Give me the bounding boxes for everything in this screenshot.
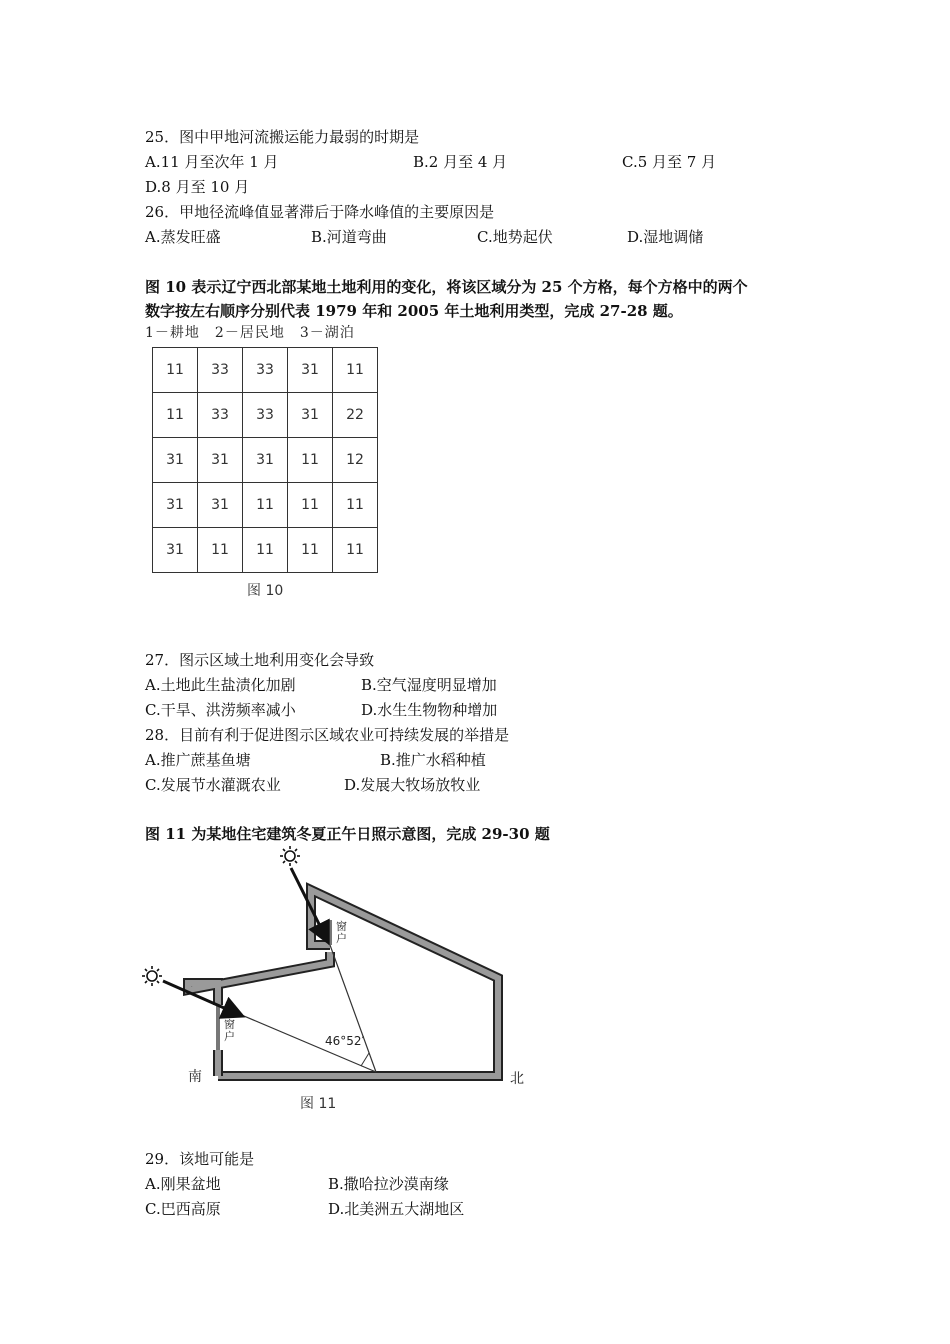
grid-cell: 31 <box>153 483 198 528</box>
q25-option-c: C.5 月至 7 月 <box>622 153 717 171</box>
q29-stem: 29．该地可能是 <box>145 1150 255 1168</box>
north-label: 北 <box>510 1071 524 1087</box>
summer-ray-line <box>330 945 376 1072</box>
grid-cell: 31 <box>198 483 243 528</box>
q29-option-d: D.北美洲五大湖地区 <box>328 1200 465 1218</box>
q25-option-a: A.11 月至次年 1 月 <box>145 153 279 171</box>
q25-stem: 25．图中甲地河流搬运能力最弱的时期是 <box>145 128 420 146</box>
q28-option-b: B.推广水稻种植 <box>380 751 486 769</box>
grid-cell: 11 <box>243 528 288 573</box>
grid-cell: 31 <box>153 438 198 483</box>
grid-cell: 31 <box>288 348 333 393</box>
grid-cell: 31 <box>198 438 243 483</box>
angle-arc <box>361 1053 369 1066</box>
q29-option-c: C.巴西高原 <box>145 1200 221 1218</box>
grid-cell: 33 <box>198 393 243 438</box>
q26-option-a: A.蒸发旺盛 <box>145 228 221 246</box>
q27-option-d: D.水生生物物种增加 <box>361 701 498 719</box>
q28-option-c: C.发展节水灌溉农业 <box>145 776 281 794</box>
grid-cell: 11 <box>288 528 333 573</box>
grid-cell: 11 <box>333 528 378 573</box>
q25-option-d: D.8 月至 10 月 <box>145 178 250 196</box>
grid-cell: 11 <box>288 438 333 483</box>
q26-stem: 26．甲地径流峰值显著滞后于降水峰值的主要原因是 <box>145 203 495 221</box>
grid-cell: 11 <box>333 348 378 393</box>
figure10-legend: 1－耕地 2－居民地 3－湖泊 <box>145 325 355 341</box>
angle-label: 46°52′ <box>325 1034 365 1048</box>
grid-cell: 33 <box>243 393 288 438</box>
figure10-caption: 图 10 <box>247 583 284 599</box>
q29-option-a: A.刚果盆地 <box>145 1175 221 1193</box>
grid-cell: 12 <box>333 438 378 483</box>
q26-option-d: D.湿地调储 <box>627 228 704 246</box>
figure10-intro-line2: 数字按左右顺序分别代表 1979 年和 2005 年土地利用类型，完成 27-28 题。 <box>145 302 683 320</box>
q27-option-b: B.空气湿度明显增加 <box>361 676 497 694</box>
figure10-intro-line1: 图 10 表示辽宁西北部某地土地利用的变化，将该区域分为 25 个方格，每个方格中的两个 <box>145 278 748 296</box>
building-wall <box>188 890 498 1076</box>
q27-stem: 27．图示区域土地利用变化会导致 <box>145 651 375 669</box>
grid-cell: 11 <box>153 348 198 393</box>
upper-window-label: 窗户 <box>336 920 347 945</box>
q28-stem: 28．目前有利于促进图示区域农业可持续发展的举措是 <box>145 726 510 744</box>
sun-icon <box>280 846 300 866</box>
sun-icon <box>142 966 162 986</box>
q29-option-b: B.撒哈拉沙漠南缘 <box>328 1175 449 1193</box>
q25-option-b: B.2 月至 4 月 <box>413 153 508 171</box>
grid-cell: 11 <box>288 483 333 528</box>
grid-cell: 11 <box>243 483 288 528</box>
lower-window-label: 窗户 <box>224 1018 235 1043</box>
grid-cell: 31 <box>288 393 333 438</box>
grid-cell: 11 <box>198 528 243 573</box>
q28-option-d: D.发展大牧场放牧业 <box>344 776 481 794</box>
q27-option-c: C.干旱、洪涝频率减小 <box>145 701 296 719</box>
figure11-intro: 图 11 为某地住宅建筑冬夏正午日照示意图，完成 29-30 题 <box>145 825 550 843</box>
q26-option-c: C.地势起伏 <box>477 228 553 246</box>
figure11-caption: 图 11 <box>300 1096 337 1112</box>
grid-cell: 31 <box>153 528 198 573</box>
grid-cell: 33 <box>198 348 243 393</box>
south-label: 南 <box>188 1069 202 1085</box>
grid-cell: 31 <box>243 438 288 483</box>
grid-cell: 22 <box>333 393 378 438</box>
grid-cell: 11 <box>333 483 378 528</box>
q26-option-b: B.河道弯曲 <box>311 228 387 246</box>
q27-option-a: A.土地此生盐渍化加剧 <box>145 676 296 694</box>
q28-option-a: A.推广蔗基鱼塘 <box>145 751 251 769</box>
grid-cell: 33 <box>243 348 288 393</box>
grid-cell: 11 <box>153 393 198 438</box>
